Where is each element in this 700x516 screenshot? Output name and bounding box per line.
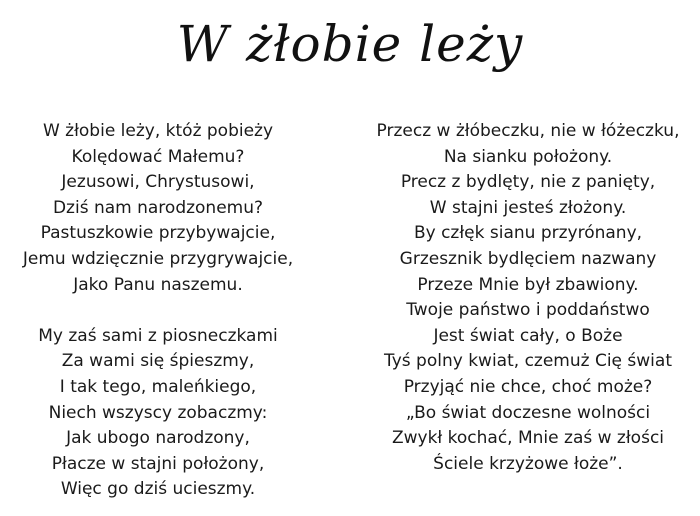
lyric-line: Ściele krzyżowe łoże”.: [433, 453, 623, 474]
lyric-line: Jako Panu naszemu.: [73, 274, 243, 295]
song-title: W żłobie leży: [176, 15, 524, 73]
lyric-line: Jak ubogo narodzony,: [66, 428, 250, 449]
lyric-line: Za wami się śpieszmy,: [61, 351, 255, 372]
lyric-line: Kolędować Małemu?: [71, 146, 245, 167]
lyric-line: W żłobie leży, któż pobieży: [42, 121, 274, 141]
stanza-2: [0, 324, 316, 503]
lyric-line: Zwykł kochać, Mnie zaś w złości: [391, 428, 665, 449]
left-column: [0, 119, 316, 503]
lyric-line: Tyś polny kwiat, czemuż Cię świat: [384, 351, 672, 372]
lyric-line: Na sianku położony.: [443, 146, 613, 167]
right-column: [356, 119, 700, 477]
lyric-line: Twoje państwo i poddaństwo: [406, 300, 650, 321]
lyric-line: Niech wszyscy zobaczmy:: [48, 402, 268, 423]
lyric-line: My zaś sami z piosneczkami: [38, 325, 278, 346]
lyric-line: Przeze Mnie był zbawiony.: [417, 274, 639, 295]
stanza-1: [0, 119, 316, 298]
lyric-line: Więc go dziś ucieszmy.: [60, 479, 256, 500]
lyric-line: W stajni jesteś złożony.: [429, 197, 627, 218]
lyric-line: Jest świat cały, o Boże: [433, 325, 623, 346]
lyric-line: By człęk sianu przyrónany,: [413, 223, 643, 244]
lyric-line: Grzesznik bydlęciem nazwany: [399, 248, 657, 269]
lyric-line: I tak tego, maleńkiego,: [59, 376, 257, 397]
lyric-line: Przyjąć nie chce, choć może?: [403, 376, 653, 397]
lyric-line: Przecz w żłóbeczku, nie w łóżeczku,: [376, 121, 680, 141]
lyric-line: Precz z bydlęty, nie z panięty,: [400, 172, 656, 193]
lyric-line: Pastuszkowie przybywajcie,: [40, 223, 276, 244]
lyric-line: Jezusowi, Chrystusowi,: [61, 172, 255, 193]
lyric-line: Jemu wdzięcznie przygrywajcie,: [22, 248, 294, 269]
lyric-line: Dziś nam narodzonemu?: [52, 197, 264, 218]
lyric-line: „Bo świat doczesne wolności: [405, 402, 651, 423]
stanza-3: [356, 119, 700, 477]
lyric-line: Płacze w stajni położony,: [51, 453, 265, 474]
